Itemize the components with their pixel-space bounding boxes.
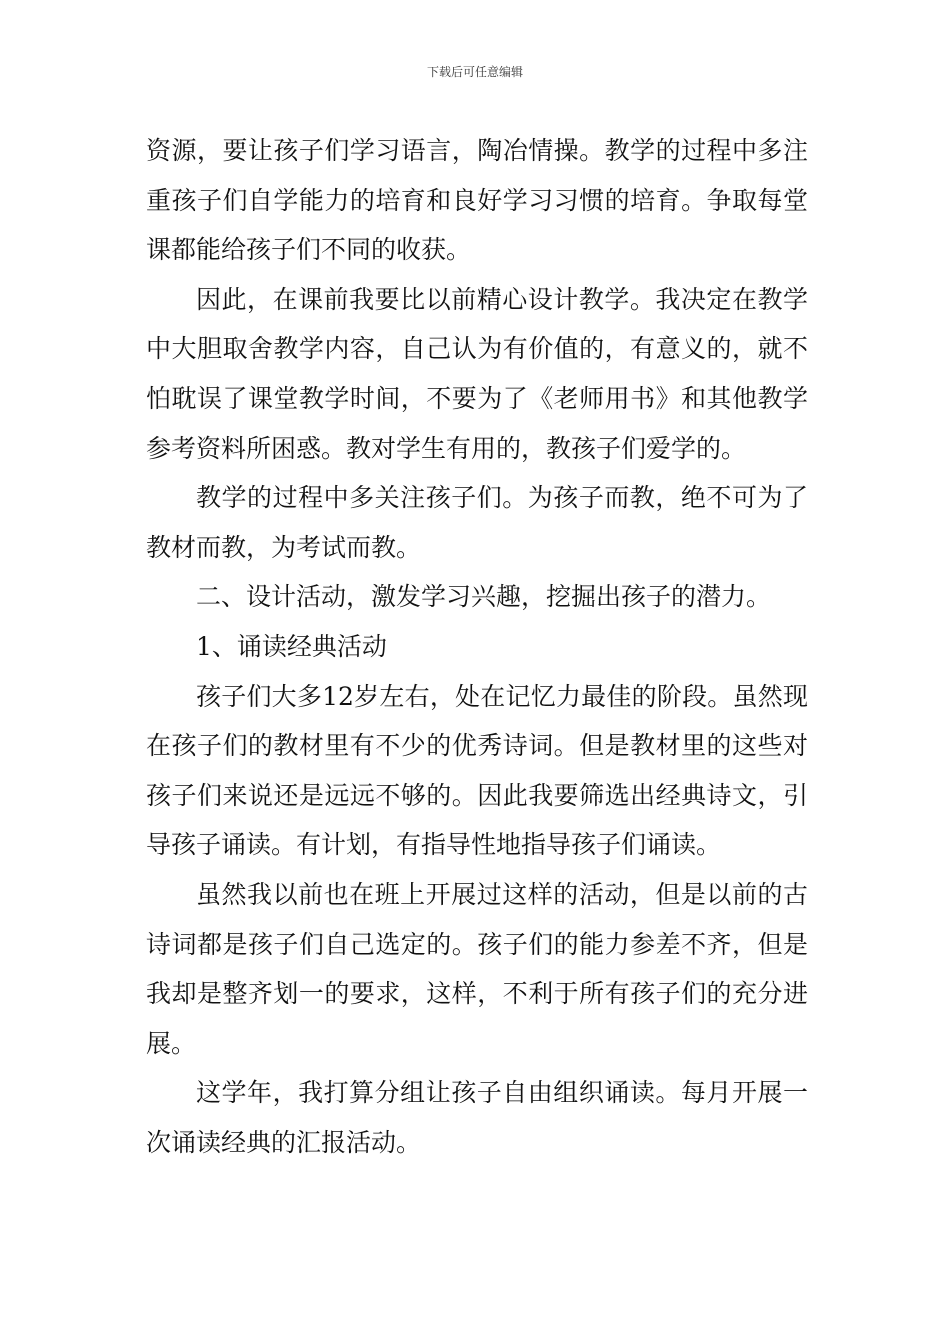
document-body: [146, 126, 808, 1167]
paragraph-this-year-plan: 这学年，我打算分组让孩子自由组织诵读。每月开展一次诵读经典的汇报活动。: [146, 1078, 808, 1157]
paragraph-memory-stage: 孩子们大多12岁左右，处在记忆力最佳的阶段。虽然现在孩子们的教材里有不少的优秀诗词。但是教材里的这些对孩子们来说还是远远不够的。因此我要筛选出经典诗文，引导孩子诵读。有计划，有指导性地指导孩子们诵读。: [146, 681, 808, 860]
paragraph-focus-on-children: 教学的过程中多关注孩子们。为孩子而教，绝不可为了教材而教，为考试而教。: [146, 483, 808, 562]
paragraph-lesson-design: 因此，在课前我要比以前精心设计教学。我决定在教学中大胆取舍教学内容，自己认为有价值的，有意义的，就不怕耽误了课堂教学时间，不要为了《老师用书》和其他教学参考资料所困惑。教对学生有用的，教孩子们爱学的。: [146, 284, 808, 463]
subsection-heading-classics-reading: 1、诵读经典活动: [196, 631, 387, 661]
paragraph-continuation: 资源，要让孩子们学习语言，陶冶情操。教学的过程中多注重孩子们自学能力的培育和良好学习习惯的培育。争取每堂课都能给孩子们不同的收获。: [146, 136, 808, 265]
paragraph-past-activities: 虽然我以前也在班上开展过这样的活动，但是以前的古诗词都是孩子们自己选定的。孩子们的能力参差不齐，但是我却是整齐划一的要求，这样，不利于所有孩子们的充分进展。: [146, 879, 808, 1058]
header-note: 下载后可任意编辑: [426, 65, 523, 79]
section-heading-activities: 二、设计活动，激发学习兴趣，挖掘出孩子的潜力。: [196, 582, 772, 612]
